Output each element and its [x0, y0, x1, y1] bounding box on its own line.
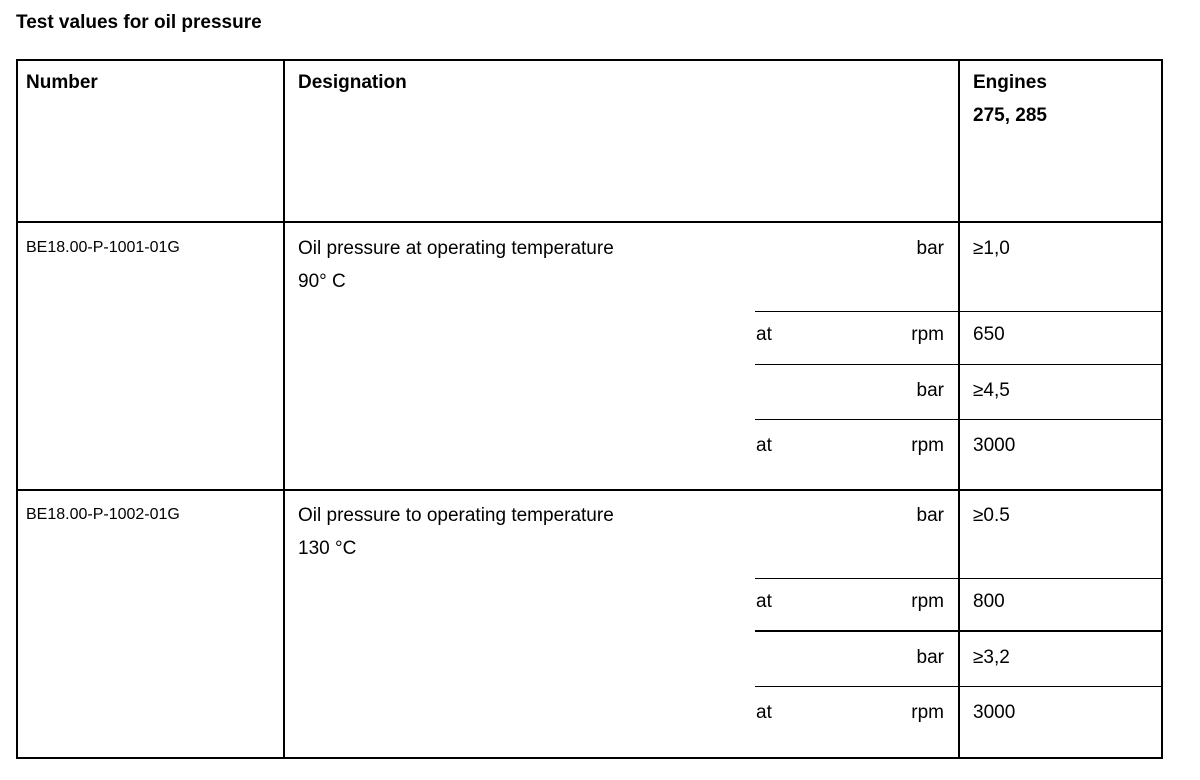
value-cell: ≥0.5	[973, 505, 1010, 526]
unit-label: rpm	[911, 324, 944, 345]
header-engines: Engines	[973, 72, 1047, 93]
column-divider-engines	[958, 59, 960, 759]
header-engines-models: 275, 285	[973, 105, 1047, 126]
row-number: BE18.00-P-1002-01G	[26, 506, 180, 523]
row-designation-temperature: 90° C	[298, 271, 346, 292]
value-cell: 3000	[973, 702, 1016, 723]
unit-label: bar	[916, 505, 944, 526]
value-cell: 650	[973, 324, 1005, 345]
row-designation: Oil pressure at operating temperature	[298, 238, 614, 259]
unit-label: rpm	[911, 591, 944, 612]
header-row-divider	[16, 221, 1163, 223]
value-cell: ≥4,5	[973, 380, 1010, 401]
row-number: BE18.00-P-1001-01G	[26, 239, 180, 256]
header-number: Number	[26, 72, 98, 93]
column-divider-number	[283, 59, 285, 759]
at-label: at	[756, 324, 772, 345]
table-border-top	[16, 59, 1163, 61]
page-title: Test values for oil pressure	[16, 12, 262, 33]
subrow-divider	[755, 364, 1163, 365]
row-designation: Oil pressure to operating temperature	[298, 505, 614, 526]
at-label: at	[756, 702, 772, 723]
subrow-divider	[755, 311, 1163, 312]
table-border-left	[16, 59, 18, 759]
value-cell: ≥1,0	[973, 238, 1010, 259]
unit-label: bar	[916, 238, 944, 259]
row-designation-temperature: 130 °C	[298, 538, 357, 559]
unit-label: bar	[916, 380, 944, 401]
unit-label: bar	[916, 647, 944, 668]
value-cell: 3000	[973, 435, 1016, 456]
table-border-right	[1161, 59, 1163, 759]
subrow-divider	[755, 419, 1163, 420]
subrow-divider	[755, 578, 1163, 579]
at-label: at	[756, 435, 772, 456]
at-label: at	[756, 591, 772, 612]
header-designation: Designation	[298, 72, 407, 93]
unit-label: rpm	[911, 702, 944, 723]
row-divider	[16, 489, 1163, 491]
value-cell: 800	[973, 591, 1005, 612]
value-cell: ≥3,2	[973, 647, 1010, 668]
table-border-bottom	[16, 757, 1163, 759]
subrow-divider	[755, 686, 1163, 687]
unit-label: rpm	[911, 435, 944, 456]
subrow-divider	[755, 630, 1163, 632]
